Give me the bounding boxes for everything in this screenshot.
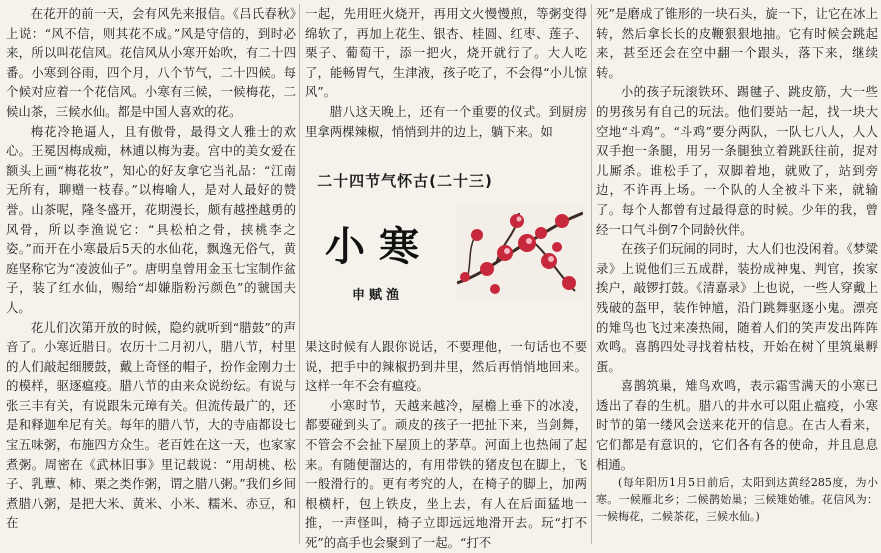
article-title: 小寒 <box>325 223 433 270</box>
paragraph: 腊八这天晚上，还有一个重要的仪式。到厨房里拿两棵辣椒，悄悄到井的边上，躺下来。如 <box>305 103 587 139</box>
paragraph: 小寒时节，天越来越冷，屋檐上垂下的冰凌，都要碰到头了。顽皮的孩子一把扯下来，当剑舞，不管会不会扯下屋顶上的茅草。河面上也热闹了起来。有随便溜达的，有用带铁的猪皮包在脚上，飞一般滑行的。更有考究的人，在椅子的脚上，加两根横杆，包上铁皮，坐上去，有人在后面猛地一推，一声怪叫，椅子立即远远地滑开去。玩“打不死”的高手也会聚到了一起。“打不 <box>305 397 587 550</box>
paragraph: 在花开的前一天，会有风先来报信。《吕氏春秋》上说：“风不信，则其花不成。”风是守信的，到时必来，所以叫花信风。花信风从小寒开始吹，有二十四番。小寒到谷雨，四个月，八个节气，二十四候。每个候对应着一个花信风。小寒有三候，一候梅花，二候山茶，三候水仙。都是中国人喜欢的花。 <box>6 6 296 119</box>
paragraph: 梅花冷艳逼人，且有傲骨，最得文人雅士的欢心。王冕因梅成痴，林逋以梅为妻。宫中的美女爱在额头上画“梅花妆”，知心的好友拿它当礼品：“江南无所有，聊赠一枝春。”以梅喻人，是对人最好的赞誉。山茶呢，隆冬盛开，花期漫长，颇有越挫越勇的风骨，所以李渔说它：“具松柏之骨，挟桃李之姿。”而开在小寒最后5天的水仙花，飘逸无俗气，黄庭坚称它为“凌波仙子”。唐明皇曾用金玉七宝制作盆子，装了红水仙，赐给“却嫌脂粉污颜色”的虢国夫人。 <box>6 123 296 315</box>
plum-blossom-illustration <box>457 203 583 299</box>
plum-blossom-image <box>457 203 583 299</box>
paragraph: 小的孩子玩滚铁环、踢毽子、跳皮筋，大一些的男孩另有自己的玩法。他们要站一起，找一块大空地“斗鸡”。“斗鸡”要分两队，一队七八人，人人双手抱一条腿，用另一条腿独立着跳跃往前，捉对儿厮杀。谁松手了，双脚着地，就败了，站到旁边，不许再上场。一个队的人全被斗下来，就输了。每个人都曾有过最得意的时候。少年的我，曾经一口气斗倒7个同龄伙伴。 <box>596 84 878 237</box>
text-column-2-bottom <box>305 337 587 553</box>
column-divider <box>591 4 592 544</box>
paragraph: 果这时候有人跟你说话，不要理他，一句话也不要说，把手中的辣椒扔到井里，然后再悄悄地回来。这样一年不会有瘟疫。 <box>305 339 587 394</box>
paragraph: 花儿们次第开放的时候，隐约就听到“腊鼓”的声音了。小寒近腊日。农历十二月初八，腊八节，村里的人们敲起细腰鼓，戴上奇怪的帽子，扮作金刚力士的模样，驱逐瘟疫。腊八节的由来众说纷纭。有说与张三丰有关，有说跟朱元璋有关。但流传最广的，还是和释迦牟尼有关。每年的腊八节，大的寺庙都设七宝五味粥，布施四方众生。老百姓在这一天，也家家煮粥。周密在《武林旧事》里记载说：“用胡桃、松子、乳蕈、柿、栗之类作粥，谓之腊八粥。”我们乡间煮腊八粥，是把大米、黄米、小米、糯米、赤豆，和在 <box>6 319 296 531</box>
column-divider <box>299 4 300 544</box>
paragraph: 一起，先用旺火烧开，再用文火慢慢煎，等粥变得绵软了，再加上花生、银杏、桂圆、红枣、莲子、栗子、葡萄干，添一把火，烧开就行了。大人吃了，能畅胃气，生津液，孩子吃了，不会得“小儿惊风”。 <box>305 6 587 100</box>
text-column-1 <box>6 4 296 533</box>
paragraph: 死”是磨成了锥形的一块石头，旋一下，让它在冰上转，然后拿长长的皮鞭狠狠地抽。它有时候会跳起来，甚至还会在空中翻一个跟头，落下来，继续转。 <box>596 6 878 80</box>
text-column-3 <box>596 4 878 525</box>
solar-term-note: (每年阳历1月5日前后，太阳到达黄经285度，为小寒。一候雁北乡；二候鹊始巢；三候雉始雊。花信风为：一候梅花，二候茶花，三候水仙。) <box>596 476 878 524</box>
article-author: 申赋渔 <box>352 288 404 303</box>
section-heading: 二十四节气怀古(二十三) <box>317 172 493 190</box>
paragraph: 喜鹊筑巢，雉鸟欢鸣，表示霜雪满天的小寒已透出了春的生机。腊八的井水可以阻止瘟疫，小寒时节的第一缕风会送来花开的信息。在古人看来，它们都是有意识的，它们各有各的使命，并且息息相通。 <box>596 378 878 472</box>
text-column-2-top <box>305 4 587 141</box>
paragraph: 在孩子们玩闹的同时，大人们也没闲着。《梦粱录》上说他们三五成群，装扮成神鬼、判官，挨家挨户，敲锣打鼓。《清嘉录》上也说，一些人穿戴上残破的盔甲，装作钟馗，沿门跳舞驱逐小鬼。漂亮的雉鸟也飞过来凑热闹，随着人们的笑声发出阵阵欢鸣。喜鹊四处寻找着枯枝，开始在树丫里筑巢孵蛋。 <box>596 241 878 374</box>
